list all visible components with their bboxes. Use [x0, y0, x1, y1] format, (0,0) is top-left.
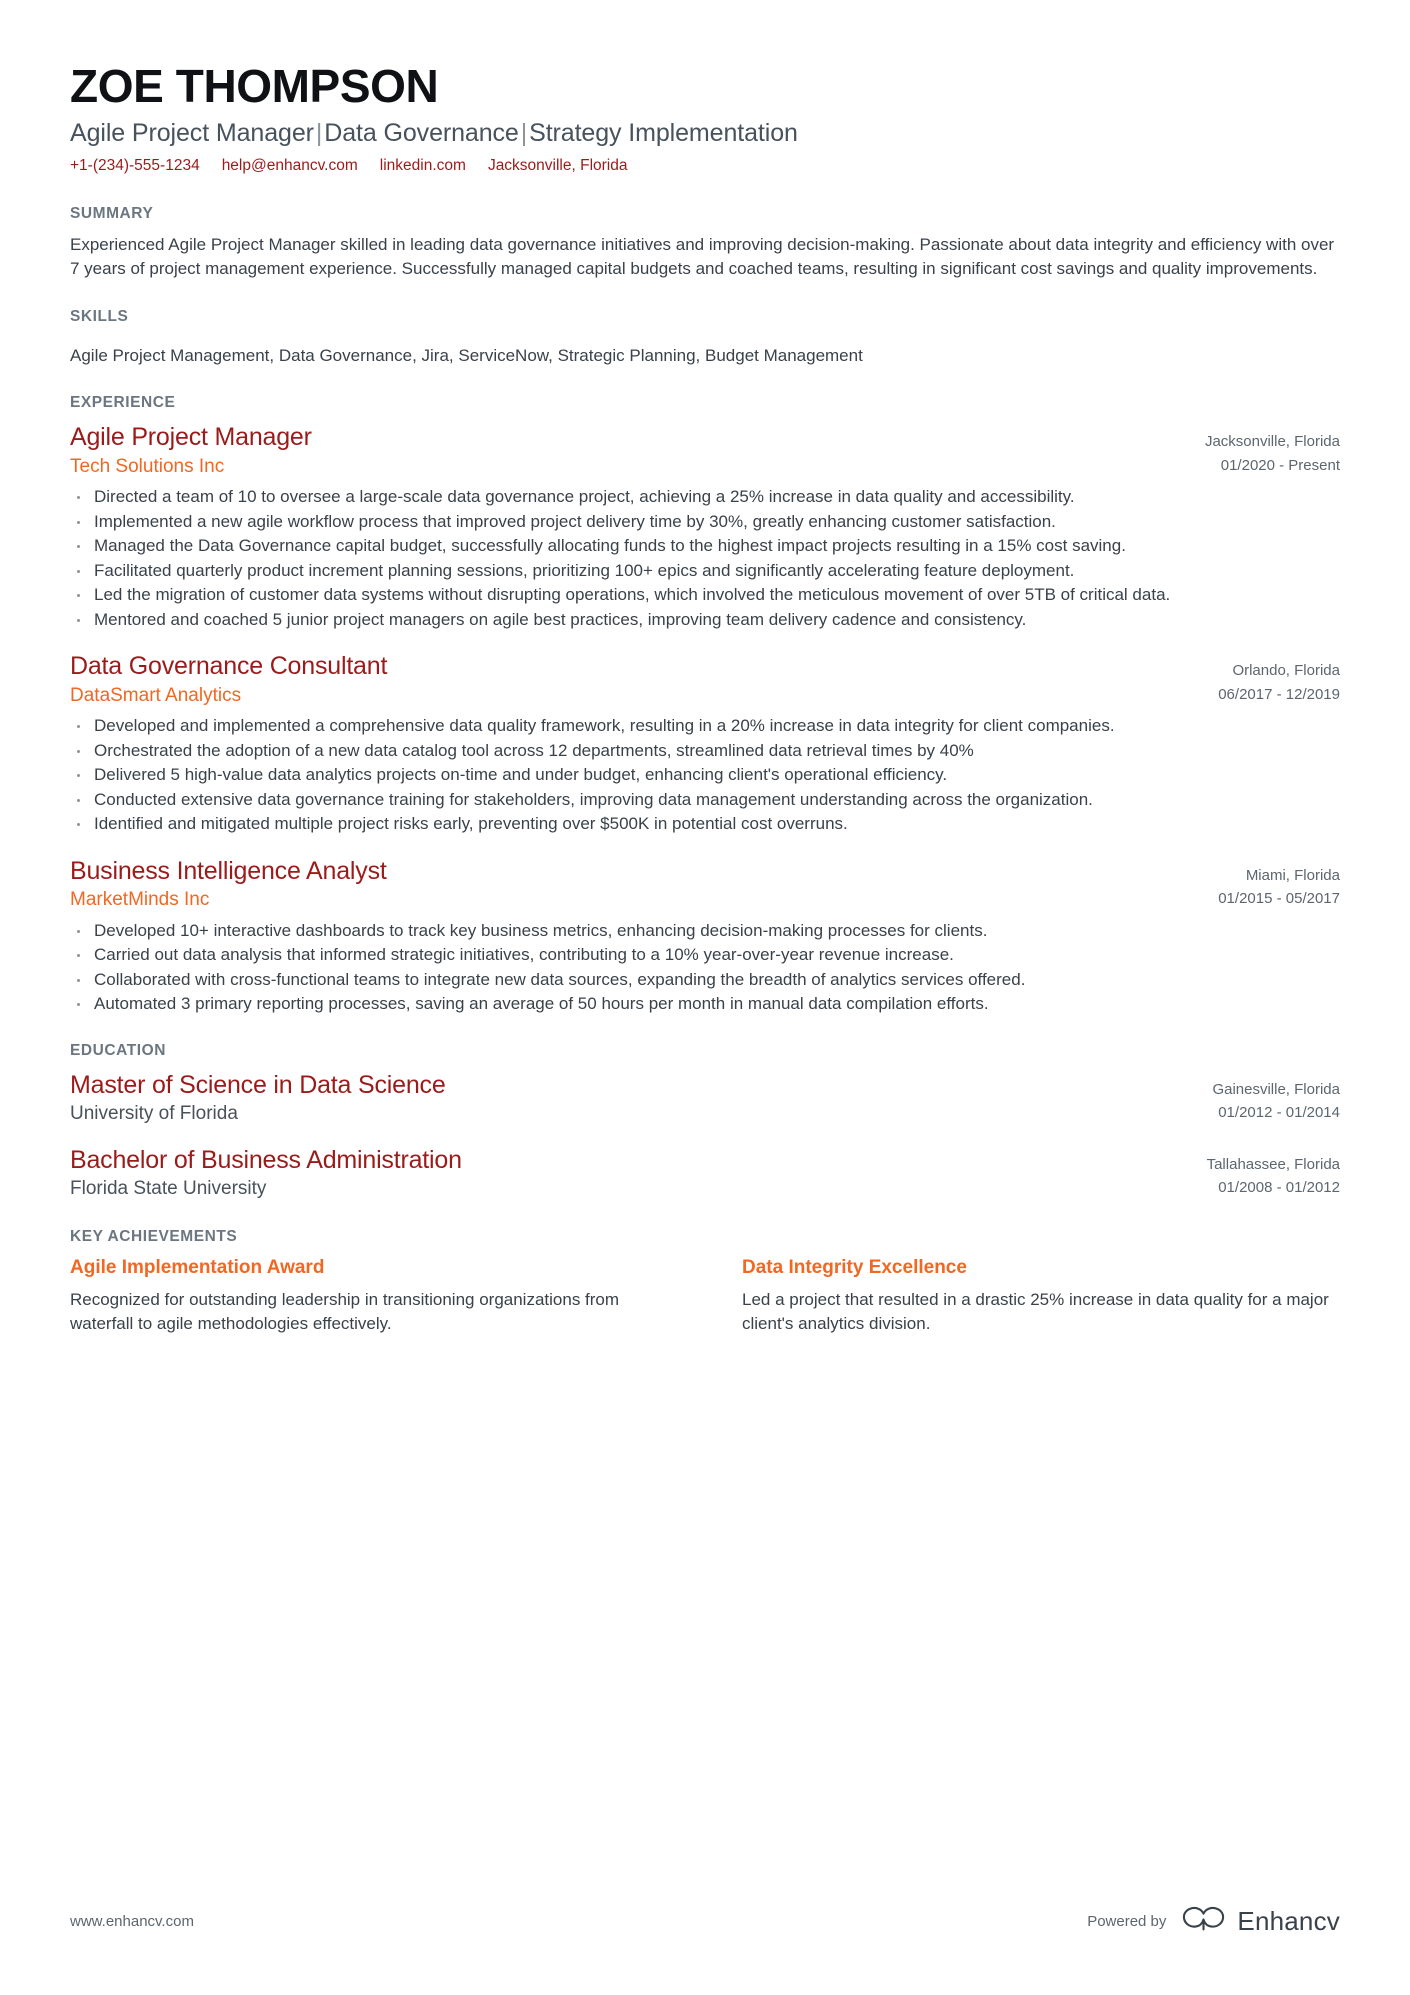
- experience-list: [70, 422, 1340, 1015]
- education-entry-meta: [1188, 1070, 1340, 1125]
- resume-header: [70, 62, 1340, 175]
- experience-bullet: Orchestrated the adoption of a new data catalog tool across 12 departments, streamlined data retrieval times by 40%: [70, 739, 1340, 762]
- experience-entry-header: [70, 422, 1340, 479]
- summary-section-title: SUMMARY: [70, 205, 154, 223]
- experience-bullet: Delivered 5 high-value data analytics projects on-time and under budget, enhancing client's operational efficiency.: [70, 763, 1340, 786]
- resume-footer: [70, 1906, 1340, 1937]
- company-name: MarketMinds Inc: [70, 889, 210, 911]
- experience-entry-main: [70, 651, 1194, 708]
- education-entry-header: [70, 1070, 1340, 1127]
- enhancv-brand: [1182, 1906, 1340, 1937]
- skills-section: [70, 308, 1340, 369]
- headline-part-2: Data Governance: [324, 118, 519, 147]
- experience-bullet: Facilitated quarterly product increment planning sessions, prioritizing 100+ epics and significantly accelerating feature deployment.: [70, 559, 1340, 582]
- contact-line: [70, 157, 1340, 176]
- education-entry: [70, 1145, 1340, 1202]
- company-name: DataSmart Analytics: [70, 684, 242, 706]
- experience-bullet: Managed the Data Governance capital budget, successfully allocating funds to the highest impact projects resulting in a 15% cost saving.: [70, 534, 1340, 557]
- job-dates: 01/2020 - Present: [1220, 456, 1340, 474]
- experience-bullet: Led the migration of customer data systems without disrupting operations, which involved the meticulous movement of over 5TB of critical data.: [70, 583, 1340, 606]
- experience-entry-header: [70, 856, 1340, 913]
- education-dates: 01/2008 - 01/2012: [1218, 1179, 1340, 1197]
- experience-entry: [70, 422, 1340, 631]
- experience-section-title: EXPERIENCE: [70, 394, 176, 412]
- experience-entry-meta: [1194, 651, 1340, 706]
- headline-separator: |: [520, 118, 528, 147]
- education-location: Gainesville, Florida: [1212, 1080, 1340, 1098]
- contact-location: Jacksonville, Florida: [487, 156, 628, 174]
- footer-branding: [1087, 1906, 1340, 1937]
- footer-website-link[interactable]: www.enhancv.com: [70, 1913, 194, 1930]
- experience-entry-meta: [1181, 422, 1340, 477]
- achievement-text: Led a project that resulted in a drastic 25% increase in data quality for a major client's analytics division.: [742, 1289, 1329, 1333]
- experience-bullet: Implemented a new agile workflow process that improved project delivery time by 30%, greatly enhancing customer satisfaction.: [70, 510, 1340, 533]
- education-list: [70, 1070, 1340, 1202]
- education-entry: [70, 1070, 1340, 1127]
- experience-entry-meta: [1194, 856, 1340, 911]
- experience-bullet: Identified and mitigated multiple project risks early, preventing over $500K in potential cost overruns.: [70, 812, 1340, 835]
- job-dates: 01/2015 - 05/2017: [1218, 890, 1340, 908]
- education-entry-main: [70, 1145, 1183, 1202]
- job-title: Agile Project Manager: [70, 423, 312, 452]
- education-entry-header: [70, 1145, 1340, 1202]
- achievement-item: [742, 1256, 1340, 1336]
- achievement-text: Recognized for outstanding leadership in transitioning organizations from waterfall to agile methodologies effectively.: [70, 1289, 620, 1333]
- summary-section: [70, 205, 1340, 281]
- experience-entry: [70, 651, 1340, 835]
- experience-bullet: Carried out data analysis that informed strategic initiatives, contributing to a 10% year-over-year revenue increase.: [70, 943, 1340, 966]
- headline-part-3: Strategy Implementation: [529, 118, 798, 147]
- degree-title: Bachelor of Business Administration: [70, 1145, 462, 1174]
- experience-bullet: Automated 3 primary reporting processes, saving an average of 50 hours per month in manual data compilation efforts.: [70, 992, 1340, 1015]
- education-section-title: EDUCATION: [70, 1041, 166, 1059]
- summary-text: Experienced Agile Project Manager skilled in leading data governance initiatives and improving decision-making. Passionate about data integrity and efficiency with over 7 years of project management experience. Successfully managed capital budgets and coached teams, resulting in significant cost savings and quality improvements.: [70, 235, 1335, 279]
- experience-bullet: Collaborated with cross-functional teams to integrate new data sources, expanding the breadth of analytics services offered.: [70, 968, 1340, 991]
- education-section: [70, 1042, 1340, 1202]
- experience-bullet-list: [70, 485, 1340, 631]
- experience-bullet-list: [70, 919, 1340, 1016]
- job-location: Miami, Florida: [1245, 866, 1340, 884]
- contact-phone[interactable]: +1-(234)-555-1234: [70, 156, 200, 174]
- job-location: Jacksonville, Florida: [1204, 433, 1340, 451]
- experience-entry-main: [70, 422, 1181, 479]
- achievement-title: Agile Implementation Award: [70, 1256, 325, 1278]
- achievement-title: Data Integrity Excellence: [742, 1256, 967, 1278]
- experience-bullet: Developed 10+ interactive dashboards to track key business metrics, enhancing decision-making processes for clients.: [70, 919, 1340, 942]
- company-name: Tech Solutions Inc: [70, 455, 225, 477]
- experience-bullet: Conducted extensive data governance training for stakeholders, improving data management understanding across the organization.: [70, 788, 1340, 811]
- contact-email[interactable]: help@enhancv.com: [221, 156, 358, 174]
- candidate-name: ZOE THOMPSON: [70, 60, 439, 112]
- education-location: Tallahassee, Florida: [1206, 1155, 1340, 1173]
- achievement-item: [70, 1256, 668, 1336]
- powered-by-label: Powered by: [1087, 1913, 1167, 1930]
- skills-section-title: SKILLS: [70, 307, 129, 325]
- experience-section: [70, 394, 1340, 1015]
- experience-entry-main: [70, 856, 1194, 913]
- education-entry-main: [70, 1070, 1188, 1127]
- experience-entry-header: [70, 651, 1340, 708]
- key-achievements-section-title: KEY ACHIEVEMENTS: [70, 1227, 238, 1245]
- institution-name: Florida State University: [70, 1178, 267, 1200]
- education-entry-meta: [1183, 1145, 1340, 1200]
- education-dates: 01/2012 - 01/2014: [1218, 1104, 1340, 1122]
- enhancv-wordmark: Enhancv: [1237, 1906, 1340, 1936]
- job-title: Business Intelligence Analyst: [70, 856, 387, 885]
- experience-bullet: Mentored and coached 5 junior project managers on agile best practices, improving team delivery cadence and consistency.: [70, 608, 1340, 631]
- job-title: Data Governance Consultant: [70, 652, 388, 681]
- contact-linkedin[interactable]: linkedin.com: [379, 156, 466, 174]
- job-location: Orlando, Florida: [1232, 662, 1340, 680]
- headline-separator: |: [315, 118, 323, 147]
- institution-name: University of Florida: [70, 1103, 238, 1125]
- experience-bullet: Developed and implemented a comprehensive data quality framework, resulting in a 20% increase in data integrity for client companies.: [70, 714, 1340, 737]
- candidate-headline: [70, 118, 1340, 148]
- experience-bullet: Directed a team of 10 to oversee a large-scale data governance project, achieving a 25% increase in data quality and accessibility.: [70, 485, 1340, 508]
- enhancv-logo-icon: [1182, 1906, 1226, 1937]
- key-achievements-section: [70, 1228, 1340, 1336]
- headline-part-1: Agile Project Manager: [70, 118, 314, 147]
- experience-entry: [70, 856, 1340, 1016]
- job-dates: 06/2017 - 12/2019: [1218, 685, 1340, 703]
- key-achievements-grid: [70, 1256, 1340, 1336]
- skills-text: Agile Project Management, Data Governance, Jira, ServiceNow, Strategic Planning, Budget Management: [70, 345, 863, 365]
- experience-bullet-list: [70, 714, 1340, 835]
- degree-title: Master of Science in Data Science: [70, 1070, 446, 1099]
